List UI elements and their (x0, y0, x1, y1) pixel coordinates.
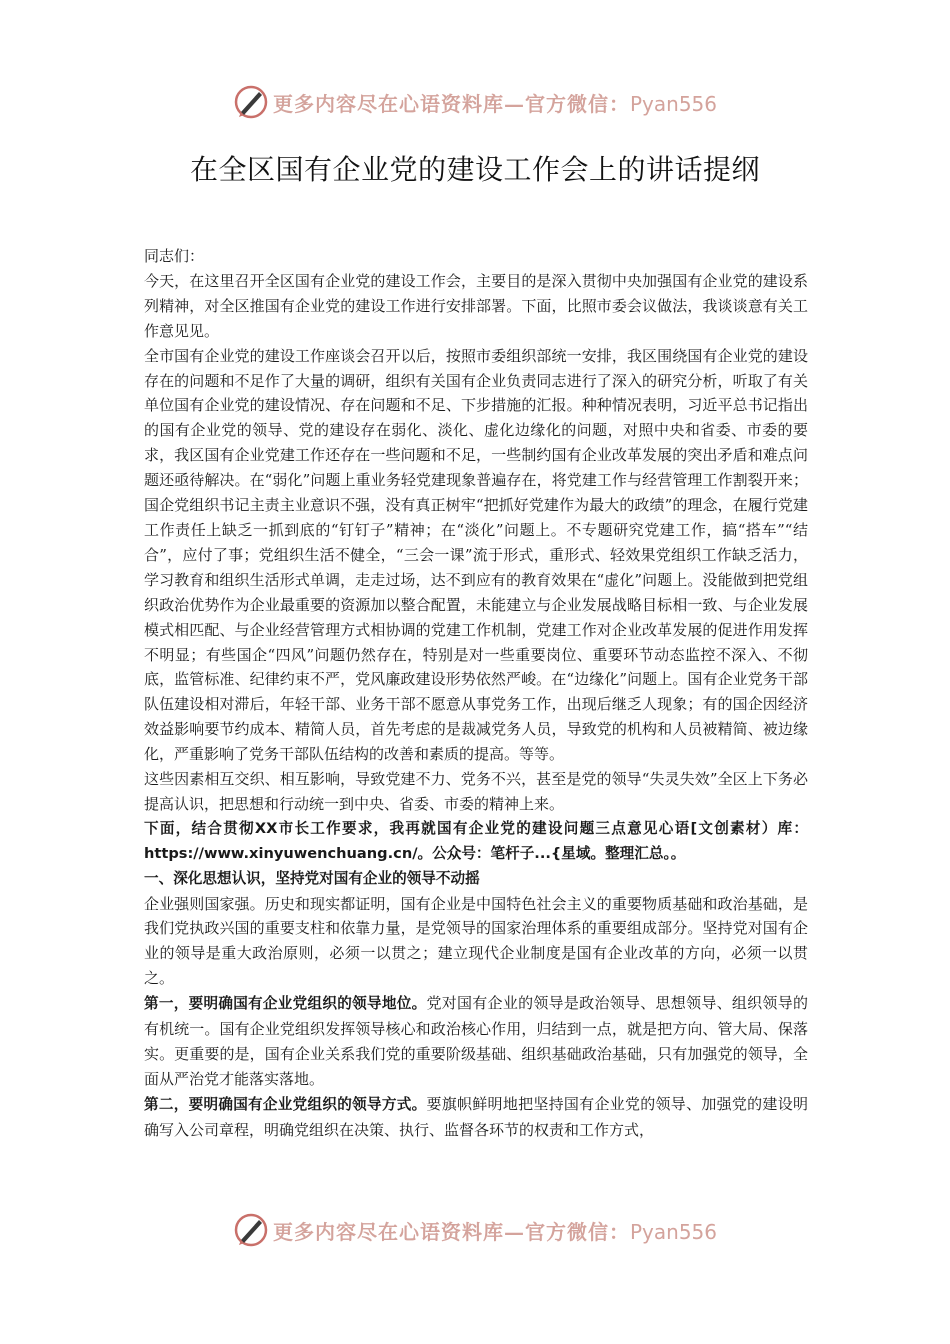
paragraph-transition: 下面，结合贯彻XX市长工作要求，我再就国有企业党的建设问题三点意见心语[文创素材）库：https://www.xinyuwenchuang.cn/。公众号：笔杆子...{星域。整理汇总。。 (144, 819, 808, 862)
paragraph-intro: 今天，在这里召开全区国有企业党的建设工作会，主要目的是深入贯彻中央加强国有企业党的建设系列精神，对全区推国有企业党的建设工作进行安排部署。下面，比照市委会议做法，我谈谈意有关工作意见见。 (144, 271, 808, 340)
footer-banner (0, 1210, 950, 1250)
pen-logo-icon (233, 84, 269, 120)
wechat-handle: Pyan556 (629, 1219, 717, 1244)
paragraph-section-1: 企业强则国家强。历史和现实都证明，国有企业是中国特色社会主义的重要物质基础和政治基础，是我们党执政兴国的重要支柱和依靠力量，是党领导的国家治理体系的重要组成部分。坚持党对国有企业的领导是重大政治原则，必须一以贯之；建立现代企业制度是国有企业改革的方向，必须一以贯之。 (144, 894, 808, 988)
wechat-handle: Pyan556 (629, 91, 717, 116)
banner-text: 更多内容尽在心语资料库—官方微信：Pyan556 (272, 1219, 717, 1244)
paragraph-summary: 这些因素相互交织、相互影响，导致党建不力、党务不兴，甚至是党的领导“失灵失效”全区上下务必提高认识，把思想和行动统一到中央、省委、市委的精神上来。 (144, 770, 808, 813)
point-1-body: 党对国有企业的领导是政治领导、思想领导、组织领导的有机统一。国有企业党组织发挥领导核心和政治核心作用，归结到一点，就是把方向、管大局、保落实。更重要的是，国有企业关系我们党的重要阶级基础、组织基础政治基础，只有加强党的领导，全面从严治党才能落实落地。 (144, 994, 808, 1088)
paragraph-problems: 全市国有企业党的建设工作座谈会召开以后，按照市委组织部统一安排，我区围绕国有企业党的建设存在的问题和不足作了大量的调研，组织有关国有企业负责同志进行了深入的研究分析，听取了有关单位国有企业党的建设情况、存在问题和不足、下步措施的汇报。种种情况表明，习近平总书记指出的国有企业党的领导、党的建设存在弱化、淡化、虚化边缘化的问题，对照中央和省委、市委的要求，我区国有企业党建工作还存在一些问题和不足，一些制约国有企业改革发展的突出矛盾和难点问题还亟待解决。在“弱化”问题上重业务轻党建现象普遍存在，将党建工作与经营管理工作割裂开来；国企党组织书记主责主业意识不强，没有真正树牢“把抓好党建作为最大的政绩”的理念，在履行党建工作责任上缺乏一抓到底的“钉钉子”精神；在“淡化”问题上。不专题研究党建工作，搞“搭车”“结合”，应付了事；党组织生活不健全，“三会一课”流于形式，重形式、轻效果党组织工作缺乏活力，学习教育和组织生活形式单调，走走过场，达不到应有的教育效果在“虚化”问题上。没能做到把党组织政治优势作为企业最重要的资源加以整合配置，未能建立与企业发展战略目标相一致、与企业发展模式相匹配、与企业经营管理方式相协调的党建工作机制，党建工作对企业改革发展的促进作用发挥不明显；有些国企“四风”问题仍然存在，特别是对一些重要岗位、重要环节动态监控不深入、不彻底，监管标准、纪律约束不严，党风廉政建设形势依然严峻。在“边缘化”问题上。国有企业党务干部队伍建设相对滞后，年轻干部、业务干部不愿意从事党务工作，出现后继乏人现象；有的国企因经济效益影响要节约成本、精简人员，首先考虑的是裁减党务人员，导致党的机构和人员被精简、被边缘化，严重影响了党务干部队伍结构的改善和素质的提高。等等。 (144, 346, 808, 764)
document-body (144, 244, 808, 1143)
banner-text: 更多内容尽在心语资料库—官方微信：Pyan556 (272, 91, 717, 116)
paragraph-point-2 (144, 1092, 808, 1143)
salutation: 同志们： (144, 247, 205, 265)
header-banner (0, 82, 950, 122)
point-1-lead: 第一，要明确国有企业党组织的领导地位。 (144, 995, 427, 1013)
page-title: 在全区国有企业党的建设工作会上的讲话提纲 (189, 153, 760, 186)
section-heading-1: 一、深化思想认识，坚持党对国有企业的领导不动摇 (144, 869, 480, 887)
point-2-body: 要旗帜鲜明地把坚持国有企业党的领导、加强党的建设明确写入公司章程，明确党组织在决策、执行、监督各环节的权责和工作方式， (144, 1094, 808, 1139)
pen-logo-icon (233, 1212, 269, 1248)
paragraph-point-1 (144, 991, 808, 1092)
point-2-lead: 第二，要明确国有企业党组织的领导方式。 (144, 1095, 427, 1113)
